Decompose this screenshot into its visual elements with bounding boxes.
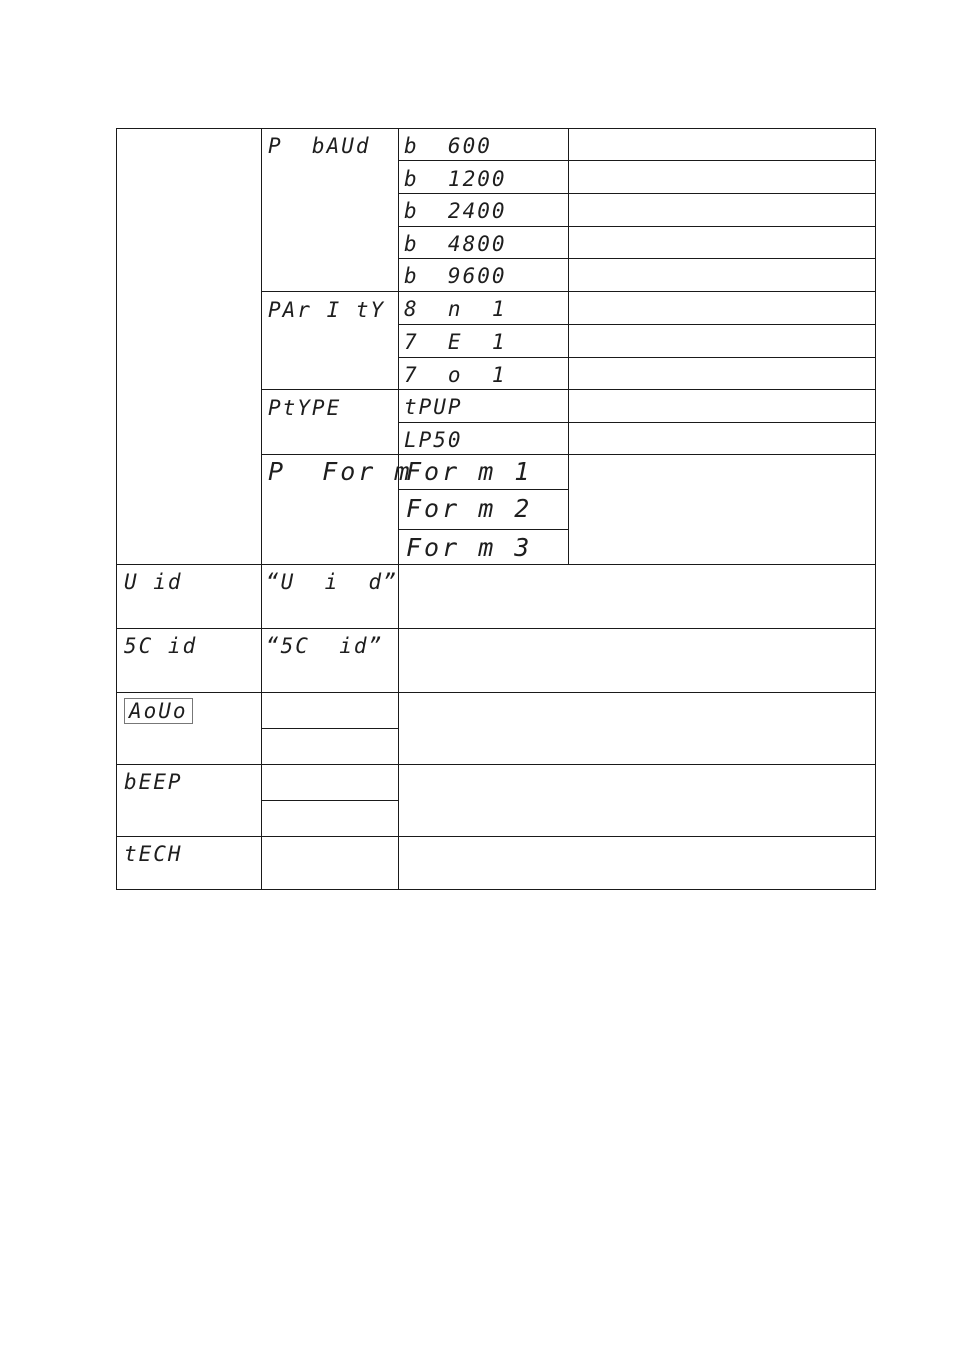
pform-label: P For m <box>268 457 413 486</box>
section-line <box>116 764 876 765</box>
col-divider-2 <box>398 128 399 890</box>
baud-option-2400: b 2400 <box>404 199 507 223</box>
row-line <box>398 324 876 325</box>
group-line <box>261 454 876 455</box>
row-line <box>398 193 876 194</box>
parity-option-7o1: 7 o 1 <box>404 363 507 387</box>
group-line <box>261 389 876 390</box>
table-border-left <box>116 128 117 890</box>
uid-label: U id <box>124 570 183 594</box>
tech-label: tECH <box>124 842 183 866</box>
row-line <box>398 258 876 259</box>
baud-option-1200: b 1200 <box>404 167 507 191</box>
baud-option-9600: b 9600 <box>404 264 507 288</box>
parity-option-7e1: 7 E 1 <box>404 330 507 354</box>
table-border-top <box>116 128 876 129</box>
table-border-right <box>875 128 876 890</box>
section-line <box>116 692 876 693</box>
sub-line <box>261 800 398 801</box>
settings-table <box>116 128 876 890</box>
pform-option-3: For m 3 <box>406 533 533 562</box>
parity-option-8n1: 8 n 1 <box>404 297 507 321</box>
uid-quoted-label: “U i d” <box>266 570 398 594</box>
sub-line <box>261 728 398 729</box>
ptype-option-lp50: LP50 <box>404 428 463 452</box>
section-line <box>116 628 876 629</box>
group-line <box>261 291 876 292</box>
col-divider-1 <box>261 128 262 890</box>
scid-label: 5C id <box>124 634 198 658</box>
parity-label: PAr I tY <box>268 298 386 322</box>
pform-option-1: For m 1 <box>406 457 533 486</box>
baud-option-600: b 600 <box>404 134 492 158</box>
row-line <box>398 160 876 161</box>
table-border-bottom <box>116 889 876 890</box>
pform-option-2: For m 2 <box>406 494 533 523</box>
aouo-label: AoUo <box>124 698 193 724</box>
row-line <box>398 357 876 358</box>
row-line <box>398 422 876 423</box>
beep-label: bEEP <box>124 770 183 794</box>
baud-label: P bAUd <box>268 134 371 158</box>
ptype-label: PtYPE <box>268 396 342 420</box>
section-line <box>116 564 876 565</box>
row-line <box>398 529 568 530</box>
section-line <box>116 836 876 837</box>
row-line <box>398 226 876 227</box>
scid-quoted-label: “5C id” <box>266 634 384 658</box>
row-line <box>398 489 568 490</box>
ptype-option-tpup: tPUP <box>404 395 463 419</box>
baud-option-4800: b 4800 <box>404 232 507 256</box>
